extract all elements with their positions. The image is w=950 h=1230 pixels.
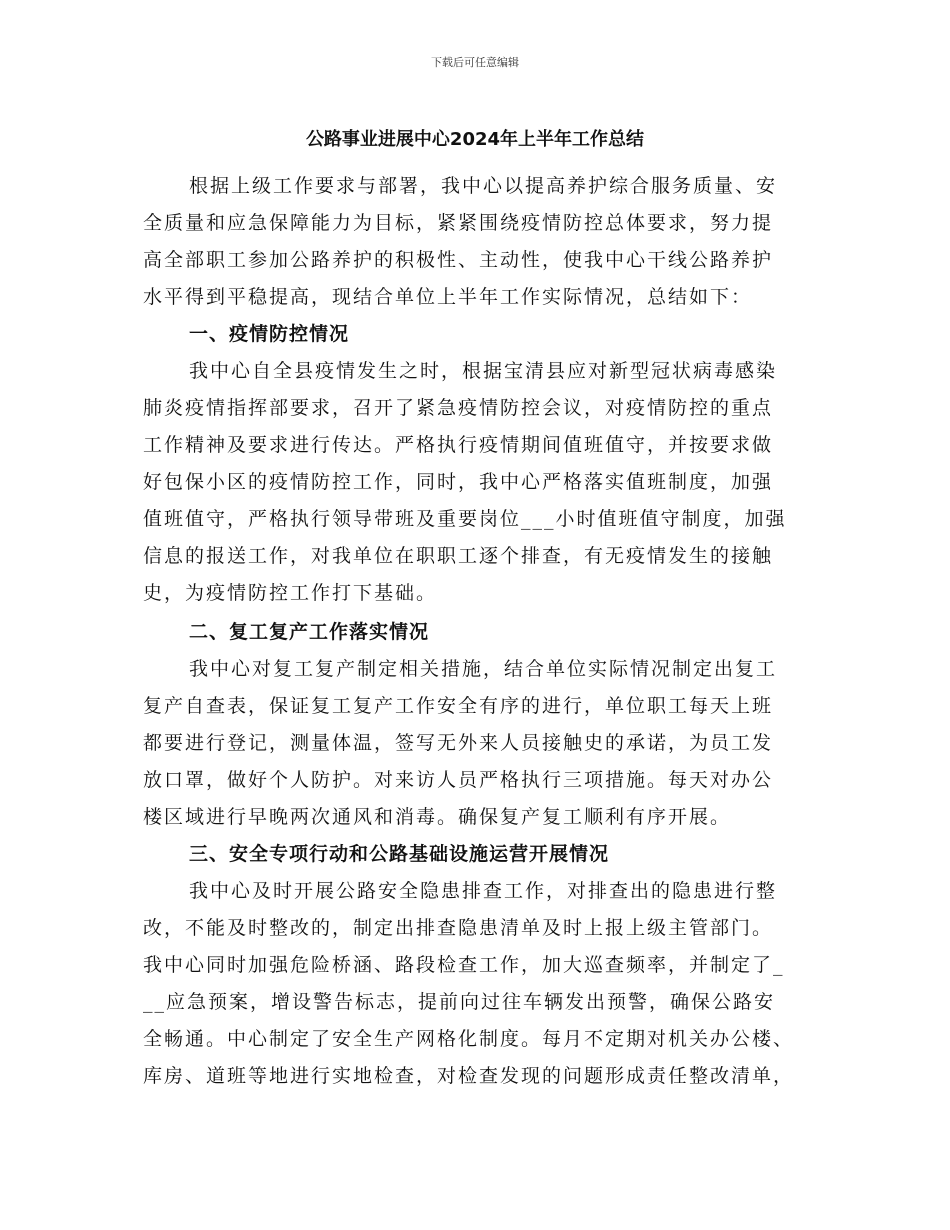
paragraph-line: 水平得到平稳提高，现结合单位上半年工作实际情况，总结如下： (143, 286, 753, 308)
paragraph-line: 工作精神及要求进行传达。严格执行疫情期间值班值守，并按要求做 (143, 434, 774, 456)
paragraph-line: 值班值守，严格执行领导带班及重要岗位___小时值班值守制度，加强 (143, 508, 787, 530)
paragraph-line: 我中心对复工复产制定相关措施，结合单位实际情况制定出复工 (189, 658, 778, 680)
paragraph-line: 放口罩，做好个人防护。对来访人员严格执行三项措施。每天对办公 (143, 769, 774, 791)
paragraph-line: 史，为疫情防控工作打下基础。 (143, 582, 438, 604)
section-heading: 一、疫情防控情况 (189, 323, 350, 345)
document-title: 公路事业进展中心2024年上半年工作总结 (305, 129, 645, 150)
section-heading: 三、安全专项行动和公路基础设施运营开展情况 (189, 843, 610, 865)
paragraph-line: 全畅通。中心制定了安全生产网格化制度。每月不定期对机关办公楼、 (143, 1028, 795, 1050)
section-heading: 二、复工复产工作落实情况 (189, 621, 430, 643)
paragraph-line: __应急预案，增设警告标志，提前向过往车辆发出预警，确保公路安 (143, 991, 776, 1013)
header-note: 下载后可任意编辑 (431, 56, 519, 69)
paragraph-line: 肺炎疫情指挥部要求，召开了紧急疫情防控会议，对疫情防控的重点 (143, 397, 774, 419)
paragraph-line: 根据上级工作要求与部署，我中心以提高养护综合服务质量、安 (189, 175, 778, 197)
paragraph-line: 改，不能及时整改的，制定出排查隐患清单及时上报上级主管部门。 (143, 917, 774, 939)
paragraph-line: 复产自查表，保证复工复产工作安全有序的进行，单位职工每天上班 (143, 695, 774, 717)
paragraph-line: 楼区域进行早晚两次通风和消毒。确保复产复工顺利有序开展。 (143, 806, 732, 828)
paragraph-line: 好包保小区的疫情防控工作，同时，我中心严格落实值班制度，加强 (143, 471, 774, 493)
paragraph-line: 我中心同时加强危险桥涵、路段检查工作，加大巡查频率，并制定了_ (143, 954, 785, 976)
paragraph-line: 都要进行登记，测量体温，签写无外来人员接触史的承诺，为员工发 (143, 732, 774, 754)
paragraph-line: 我中心及时开展公路安全隐患排查工作，对排查出的隐患进行整 (189, 880, 778, 902)
paragraph-line: 信息的报送工作，对我单位在职职工逐个排查，有无疫情发生的接触 (143, 545, 774, 567)
paragraph-line: 我中心自全县疫情发生之时，根据宝清县应对新型冠状病毒感染 (189, 360, 778, 382)
paragraph-line: 库房、道班等地进行实地检查，对检查发现的问题形成责任整改清单， (143, 1065, 795, 1087)
paragraph-line: 全质量和应急保障能力为目标，紧紧围绕疫情防控总体要求，努力提 (143, 212, 774, 234)
paragraph-line: 高全部职工参加公路养护的积极性、主动性，使我中心干线公路养护 (143, 249, 774, 271)
